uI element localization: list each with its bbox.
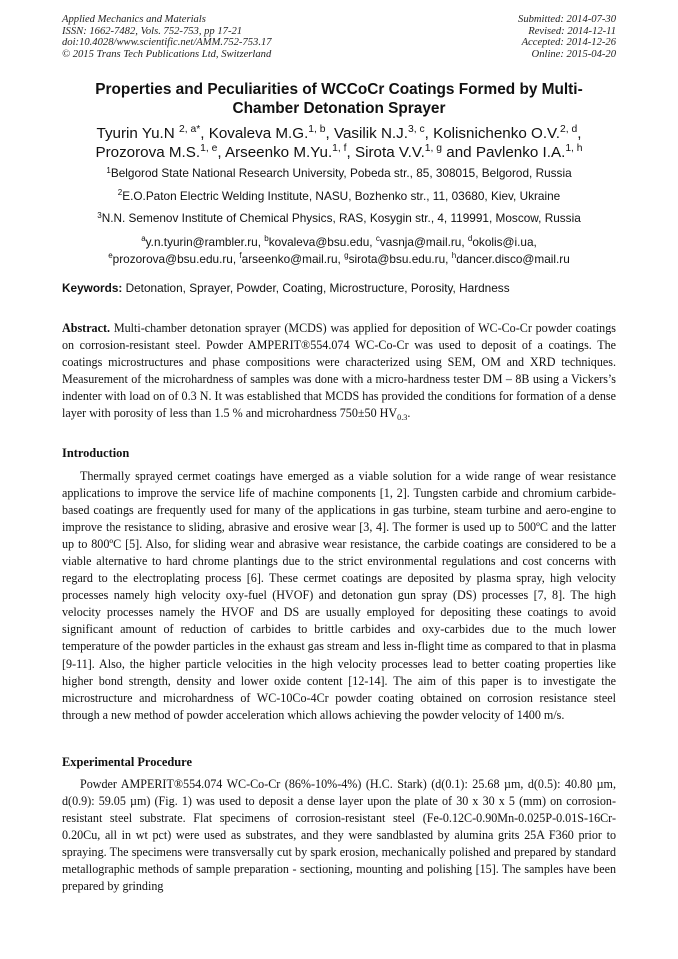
date-accepted: Accepted: 2014-12-26 <box>521 37 616 49</box>
email: $^e$prozorova@bsu.edu.ru <box>108 251 233 266</box>
date-revised: Revised: 2014-12-11 <box>528 25 616 37</box>
abstract-text: Multi-chamber detonation sprayer (MCDS) was applied for deposition of WC-Co-Cr powder coatings on corrosion-resistant steel. Powder AMPERIT®554.074 WC-Co-Cr was used to deposit of a coatings. The coatings microstructures and phase compositions were characterized using SEM, OM and XRD techniques. Measurement of the microhardness of samples was done with a micro-hardness tester DM – 8B using a Vickers’s indenter with load on of 0.3 N. It was established that MCDS has provided the conditions for formation of a dense layer with porosity of less than 1.5 % and microhardness 750±50 HV <box>62 321 616 421</box>
email: $^b$kovaleva@bsu.edu <box>264 234 370 249</box>
author: Sirota V.V.$^{1, g}$ <box>354 143 443 161</box>
author-line-2: Prozorova M.S.$^{1, e}$, Arseenko M.Yu.$^{1, f}$, Sirota V.V.$^{1, g}$ and Pavlenko I.A.$^{1, h}$ <box>95 143 583 161</box>
publication-dates <box>518 14 616 60</box>
author: Kolisnichenko O.V.$^{2, d}$ <box>433 124 578 142</box>
running-header <box>62 14 616 60</box>
author: Prozorova M.S.$^{1, e}$ <box>95 143 218 161</box>
email-line-2: $^e$prozorova@bsu.edu.ru, $^f$arseenko@mail.ru, $^g$sirota@bsu.edu.ru, $^h$dancer.disco@mail.ru <box>108 251 570 266</box>
date-online: Online: 2015-04-20 <box>531 48 616 60</box>
author: Vasilik N.J.$^{3, c}$ <box>333 124 425 142</box>
author-list <box>50 124 628 162</box>
journal-name: Applied Mechanics and Materials <box>62 14 206 25</box>
author: Pavlenko I.A.$^{1, h}$ <box>475 143 583 161</box>
journal-doi: doi:10.4028/www.scientific.net/AMM.752-753.17 <box>62 37 272 49</box>
paper-title: Properties and Peculiarities of WCCoCr Coatings Formed by Multi- Chamber Detonation Sprayer <box>95 81 583 117</box>
author-line-1: Tyurin Yu.N $^{2, a*}$, Kovaleva M.G.$^{1, b}$, Vasilik N.J.$^{3, c}$, Kolisnichenko O.V.$^{2, d}$, <box>96 124 582 142</box>
email: $^d$okolis@i.ua <box>467 234 534 249</box>
email: $^c$vasnja@mail.ru <box>375 234 462 249</box>
author: Arseenko M.Yu.$^{1, f}$ <box>224 143 347 161</box>
section-heading-introduction: Introduction <box>62 446 130 460</box>
keywords <box>62 281 616 295</box>
author: Tyurin Yu.N $^{2, a*}$ <box>96 124 201 142</box>
introduction-paragraph: Thermally sprayed cermet coatings have emerged as a viable solution for a wide range of wear resistance applications to improve the service life of machine components [1, 2]. Tungsten carbide and chromium carbide-based coatings are frequently used for many of the applications in gas turbine, steam turbine and aero-engine to improve the resistance to sliding, abrasive and erosive wear [3, 4]. The former is used up to 500ºC and the latter up to 800ºC [5]. Also, for sliding wear and abrasive wear resistance, the carbide coatings are considered to be a viable alternative to hard chrome plantings due to the strict environmental regulations and cost concerns with regard to the electroplating process [6]. These cermet coatings are deposited by plasma spray, high velocity processes namely high velocity oxy-fuel (HVOF) and detonation gun spray (DS) processes [7, 8]. The high velocity processes namely the HVOF and DS are usually employed for depositing these coatings to avoid significant amount of reduction of carbides to brittle carbides and oxy-carbides due to the much lower temperature of the powder particles in the exhaust gas stream and less in-flight time as compared to that in plasma [9-11]. Also, the higher particle velocities in the high velocity processes lead to better coating properties like higher bond strength, density and lower oxide content [12-14]. The aim of this paper is to investigate the microstructure and microhardness of WC-10Co-4Cr powder coating obtained on corrosion resistance steel through a new method of powder acceleration which allows achieving the powder velocity of 1400 m/s. <box>62 469 616 722</box>
affiliation-2: $^2$E.O.Paton Electric Welding Institute, NASU, Bozhenko str., 11, 03680, Kiev, Ukraine <box>117 188 561 203</box>
journal-info <box>62 14 272 60</box>
abstract-label: Abstract. <box>62 321 111 335</box>
author: Kovaleva M.G.$^{1, b}$ <box>208 124 326 142</box>
email: $^g$sirota@bsu.edu.ru <box>344 251 446 266</box>
experimental-paragraph: Powder AMPERIT®554.074 WC-Co-Cr (86%-10%-4%) (H.C. Stark) (d(0.1): 25.68 µm, d(0.5): 40.80 µm, d(0.9): 59.05 µm) (Fig. 1) was used to deposit a dense layer upon the plate of 30 x 30 x 5 (mm) on corrosion-resistant steel substrate. Flat specimens of corrosion-resistant steel (Fe-0.12C-0.90Mn-0.025P-0.01S-16Cr-0.20Cu, all in wt pct) were used as substrates, and they were sandblasted by alumina grits 25A F360 prior to spraying. The specimens were transversally cut by spark erosion, mechanically polished and prepared by standard metallographic methods of sample preparation - sectioning, mounting and polishing [15]. The samples have been prepared by grinding <box>62 777 616 894</box>
affiliation-3: $^3$N.N. Semenov Institute of Chemical Physics, RAS, Kosygin str., 4, 119991, Moscow, Russia <box>97 210 581 225</box>
abstract: Abstract. Multi-chamber detonation sprayer (MCDS) was applied for deposition of WC-Co-Cr powder coatings on corrosion-resistant steel. Powder AMPERIT®554.074 WC-Co-Cr was used to deposit of a coatings. The coatings microstructures and phase compositions were characterized using SEM, OM and XRD techniques. Measurement of the microhardness of samples was done with a micro-hardness tester DM – 8B using a Vickers’s indenter with load on of 0.3 N. It was established that MCDS has provided the conditions for formation of a dense layer with porosity of less than 1.5 % and microhardness 750±50 $HV_{0.3}$. <box>62 321 616 422</box>
keywords-text: Detonation, Sprayer, Powder, Coating, Microstructure, Porosity, Hardness <box>125 281 510 295</box>
email: $^a$y.n.tyurin@rambler.ru <box>141 234 258 249</box>
keywords-label: Keywords: <box>62 281 123 295</box>
journal-copyright: © 2015 Trans Tech Publications Ltd, Switzerland <box>62 48 272 60</box>
date-submitted: Submitted: 2014-07-30 <box>518 14 616 25</box>
journal-issn: ISSN: 1662-7482, Vols. 752-753, pp 17-21 <box>62 25 243 37</box>
affiliations <box>50 166 628 268</box>
email: $^h$dancer.disco@mail.ru <box>451 251 570 266</box>
email: $^f$arseenko@mail.ru <box>239 251 338 266</box>
affiliation-1: $^1$Belgorod State National Research University, Pobeda str., 85, 308015, Belgorod, Russia <box>106 165 572 180</box>
email-line-1: $^a$y.n.tyurin@rambler.ru, $^b$kovaleva@bsu.edu, $^c$vasnja@mail.ru, $^d$okolis@i.ua, <box>141 234 537 249</box>
section-heading-experimental: Experimental Procedure <box>62 755 192 769</box>
